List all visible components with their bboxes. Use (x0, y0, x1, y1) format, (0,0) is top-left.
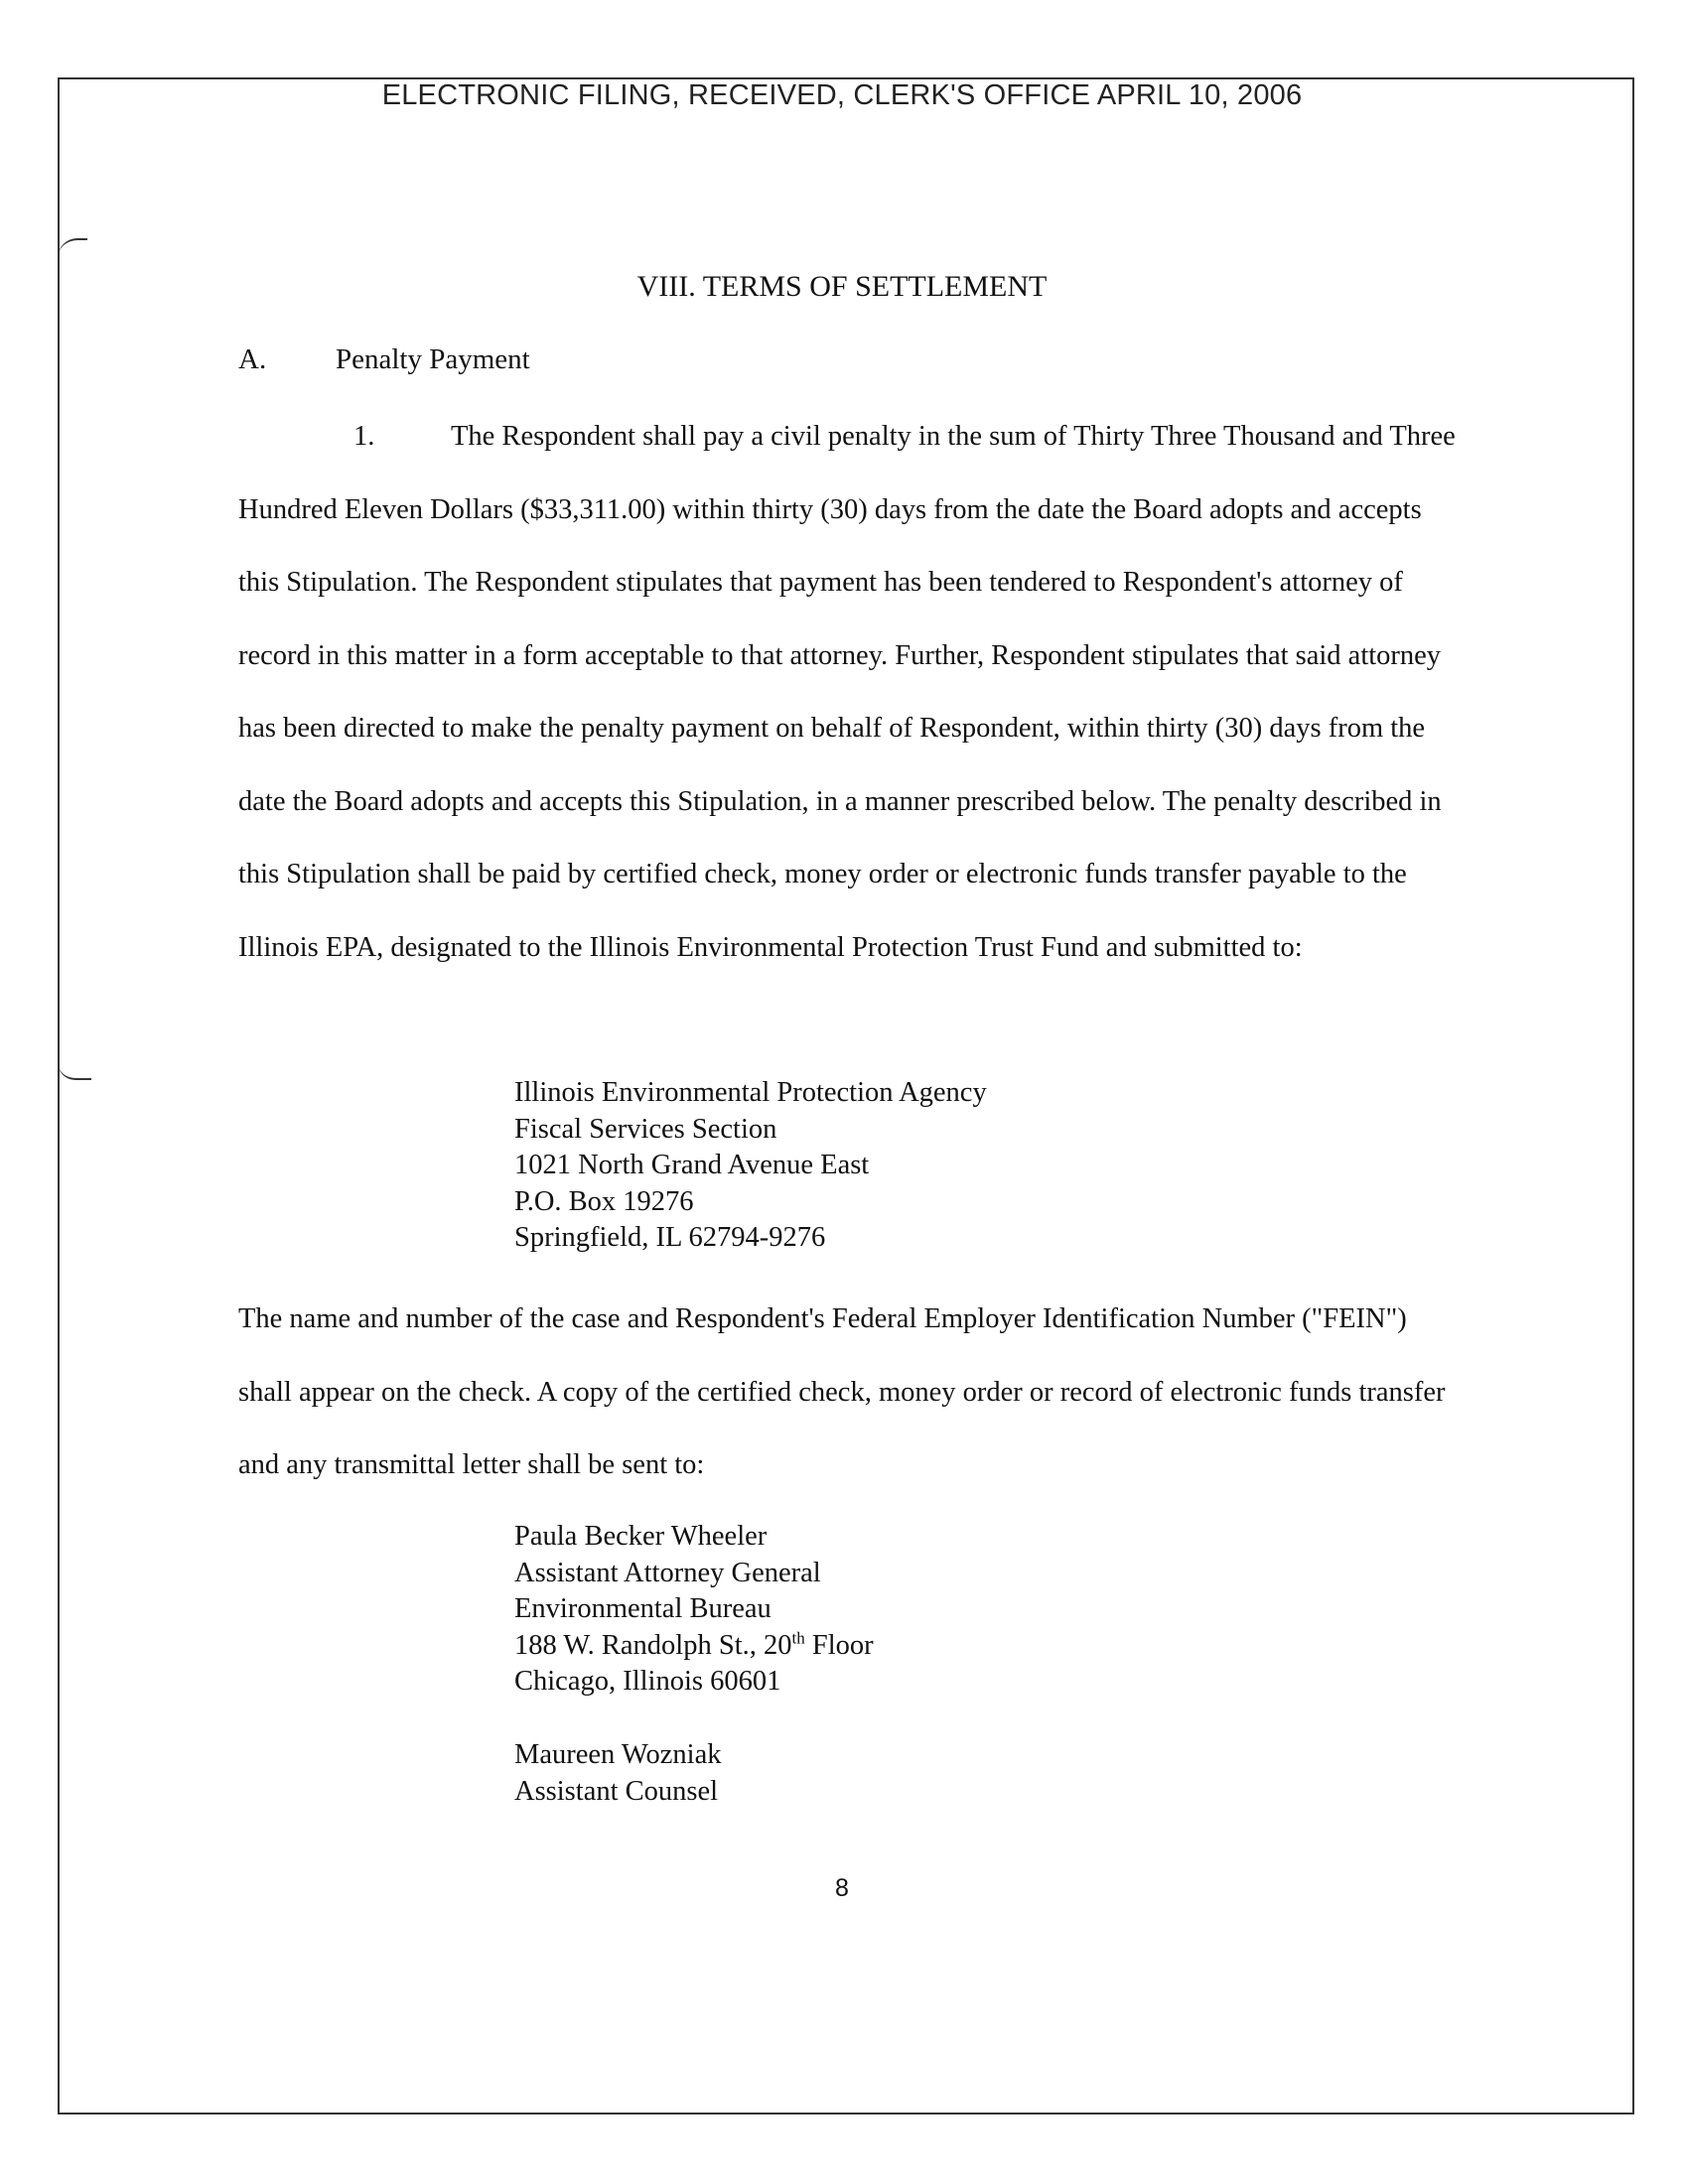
paragraph-number: 1. (353, 421, 375, 452)
address-line: 1021 North Grand Avenue East (514, 1150, 870, 1180)
subsection-title: Penalty Payment (336, 343, 530, 375)
recipient-bureau: Environmental Bureau (514, 1593, 772, 1624)
recipient-city: Chicago, Illinois 60601 (514, 1666, 781, 1697)
subsection-heading (238, 343, 530, 376)
address-block-attorney-general (514, 1519, 874, 1701)
address-block-epa (514, 1075, 987, 1257)
address-line: P.O. Box 19276 (514, 1185, 694, 1217)
recipient-street (514, 1628, 874, 1665)
filing-stamp: ELECTRONIC FILING, RECEIVED, CLERK'S OFFICE APRIL 10, 2006 (381, 79, 1303, 111)
paragraph-penalty-text: The Respondent shall pay a civil penalty in the sum of Thirty Three Thousand and Three Hundred Eleven Dollars ($33,311.00) within thirty (30) days from the date the Board adopts and accepts this Stipulation. The Respondent stipulates that payment has been tendered to Respondent's attorney of record in this matter in a form acceptable to that attorney. Further, Respondent stipulates that said attorney has been directed to make the penalty payment on behalf of Respondent, within thirty (30) days from the date the Board adopts and accepts this Stipulation, in a manner prescribed below. The penalty described in this Stipulation shall be paid by certified check, money order or electronic funds transfer payable to the Illinois EPA, designated to the Illinois Environmental Protection Trust Fund and submitted to: (238, 421, 1456, 963)
address-line: Springfield, IL 62794-9276 (514, 1222, 826, 1253)
paragraph-penalty (238, 400, 1460, 984)
street-prefix: 188 W. Randolph St., 20 (514, 1629, 792, 1661)
recipient-title: Assistant Attorney General (514, 1557, 821, 1588)
paragraph-fein: The name and number of the case and Respondent's Federal Employer Identification Number ("FEIN") shall appear on the check. A copy of the certified check, money order or record of electronic funds transfer and any transmittal letter shall be sent to: (238, 1303, 1446, 1480)
counsel-title: Assistant Counsel (514, 1775, 719, 1807)
address-line: Illinois Environmental Protection Agency (514, 1077, 987, 1108)
section-title: VIII. TERMS OF SETTLEMENT (636, 270, 1048, 303)
address-block-counsel (514, 1737, 721, 1810)
subsection-letter: A. (238, 343, 267, 375)
address-line: Fiscal Services Section (514, 1113, 777, 1145)
recipient-name: Paula Becker Wheeler (514, 1521, 768, 1552)
street-ordinal: th (791, 1628, 805, 1647)
counsel-name: Maureen Wozniak (514, 1739, 722, 1770)
page-number: 8 (835, 1874, 849, 1902)
street-suffix: Floor (804, 1629, 874, 1661)
